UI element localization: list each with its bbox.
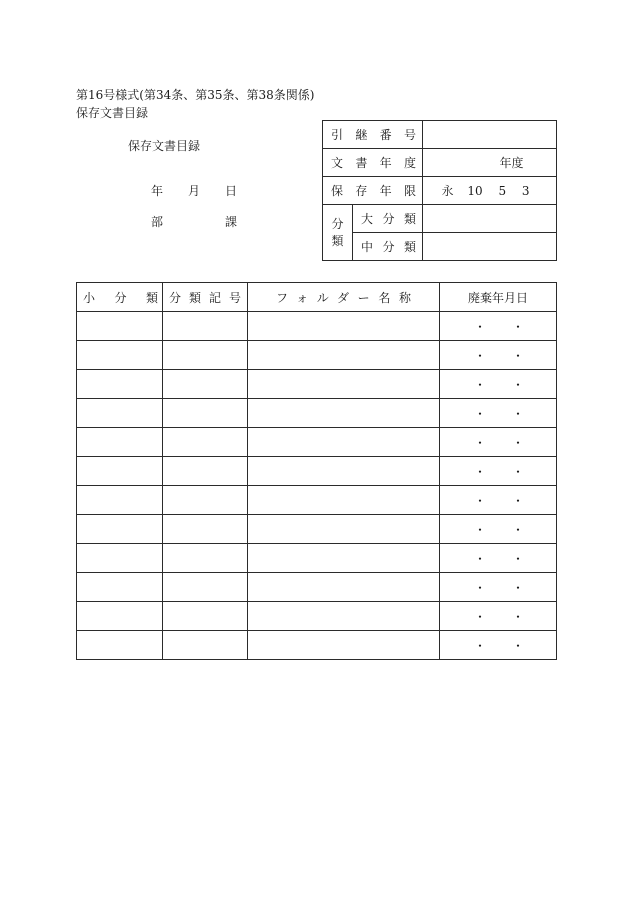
header-folder-name: フォルダー名称: [248, 283, 440, 312]
info-row-dai-bunrui: [323, 205, 557, 233]
date-separator-dot: ・: [474, 522, 487, 537]
haiki-date-cell[interactable]: [440, 341, 557, 370]
date-separators: [440, 492, 556, 509]
date-separator-dot: ・: [511, 406, 524, 421]
table-row: [77, 544, 557, 573]
date-separator-dot: ・: [474, 580, 487, 595]
header-haiki-date: 廃棄年月日: [440, 283, 557, 312]
date-separator-dot: ・: [474, 493, 487, 508]
bunrui-kigo-cell[interactable]: [163, 370, 248, 399]
date-separators: [440, 637, 556, 654]
dai-bunrui-value[interactable]: [423, 205, 557, 233]
hozon-option-5[interactable]: 5: [498, 184, 507, 198]
bunrui-kigo-cell[interactable]: [163, 573, 248, 602]
date-separator-dot: ・: [474, 377, 487, 392]
date-separator-dot: ・: [511, 522, 524, 537]
shobunrui-cell[interactable]: [77, 399, 163, 428]
date-separator-dot: ・: [474, 348, 487, 363]
haiki-date-cell[interactable]: [440, 602, 557, 631]
table-row: [77, 457, 557, 486]
date-separator-dot: ・: [474, 435, 487, 450]
bunrui-kigo-cell[interactable]: [163, 631, 248, 660]
haiki-date-cell[interactable]: [440, 544, 557, 573]
haiki-date-cell[interactable]: [440, 370, 557, 399]
date-separators: [440, 579, 556, 596]
bunsho-nendo-label: 文書年度: [323, 149, 423, 177]
date-day-label: 日: [225, 184, 238, 198]
folder-name-cell[interactable]: [248, 486, 440, 515]
shobunrui-cell[interactable]: [77, 486, 163, 515]
haiki-date-cell[interactable]: [440, 399, 557, 428]
date-separator-dot: ・: [474, 551, 487, 566]
department-label: 部: [151, 215, 164, 229]
info-row-chu-bunrui: [323, 233, 557, 261]
date-separator-dot: ・: [511, 580, 524, 595]
date-separators: [440, 376, 556, 393]
table-row: [77, 486, 557, 515]
folder-name-cell[interactable]: [248, 544, 440, 573]
hozon-option-10[interactable]: 10: [467, 184, 483, 198]
shobunrui-cell[interactable]: [77, 312, 163, 341]
date-separator-dot: ・: [474, 319, 487, 334]
table-row: [77, 370, 557, 399]
date-separators: [440, 463, 556, 480]
date-separators: [440, 550, 556, 567]
folder-list-table: [76, 282, 557, 660]
date-separator-dot: ・: [511, 464, 524, 479]
bunrui-kigo-cell[interactable]: [163, 544, 248, 573]
table-row: [77, 573, 557, 602]
bunrui-kigo-cell[interactable]: [163, 515, 248, 544]
chu-bunrui-value[interactable]: [423, 233, 557, 261]
table-row: [77, 428, 557, 457]
folder-name-cell[interactable]: [248, 312, 440, 341]
date-separators: [440, 405, 556, 422]
chu-bunrui-label: 中分類: [353, 233, 423, 261]
hozon-option-ei[interactable]: 永: [441, 184, 454, 198]
haiki-date-cell[interactable]: [440, 457, 557, 486]
info-row-hozon-nengen: [323, 177, 557, 205]
hozon-nengen-label: 保存年限: [323, 177, 423, 205]
dai-bunrui-label: 大分類: [353, 205, 423, 233]
date-separator-dot: ・: [511, 493, 524, 508]
haiki-date-cell[interactable]: [440, 312, 557, 341]
table-row: [77, 341, 557, 370]
table-row: [77, 399, 557, 428]
date-separator-dot: ・: [511, 638, 524, 653]
table-header-row: [77, 283, 557, 312]
form-subtitle: 保存文書目録: [76, 106, 149, 120]
info-row-bunsho-nendo: [323, 149, 557, 177]
table-row: [77, 515, 557, 544]
record-info-table: [322, 120, 557, 261]
date-separator-dot: ・: [474, 609, 487, 624]
date-separators: [440, 608, 556, 625]
shobunrui-cell[interactable]: [77, 602, 163, 631]
date-separators: [440, 347, 556, 364]
folder-name-cell[interactable]: [248, 428, 440, 457]
bunrui-kigo-cell[interactable]: [163, 602, 248, 631]
info-row-hikitsugi: [323, 121, 557, 149]
date-separator-dot: ・: [511, 348, 524, 363]
folder-name-cell[interactable]: [248, 457, 440, 486]
hozon-nengen-options[interactable]: [423, 177, 557, 205]
date-separator-dot: ・: [511, 377, 524, 392]
table-body: [77, 312, 557, 660]
folder-name-cell[interactable]: [248, 631, 440, 660]
hikitsugi-label: 引継番号: [323, 121, 423, 149]
shobunrui-cell[interactable]: [77, 631, 163, 660]
bunrui-label: 分 類: [323, 205, 353, 261]
shobunrui-cell[interactable]: [77, 428, 163, 457]
hikitsugi-value[interactable]: [423, 121, 557, 149]
haiki-date-cell[interactable]: [440, 573, 557, 602]
bunrui-kigo-cell[interactable]: [163, 399, 248, 428]
date-year-label: 年: [151, 184, 164, 198]
folder-name-cell[interactable]: [248, 370, 440, 399]
shobunrui-cell[interactable]: [77, 515, 163, 544]
haiki-date-cell[interactable]: [440, 428, 557, 457]
haiki-date-cell[interactable]: [440, 486, 557, 515]
haiki-date-cell[interactable]: [440, 631, 557, 660]
header-bunrui-kigo: 分類記号: [163, 283, 248, 312]
date-separator-dot: ・: [474, 406, 487, 421]
date-separator-dot: ・: [511, 435, 524, 450]
form-number: 第16号様式(第34条、第35条、第38条関係): [76, 88, 315, 102]
folder-name-cell[interactable]: [248, 341, 440, 370]
date-separators: [440, 521, 556, 538]
shobunrui-cell[interactable]: [77, 457, 163, 486]
bunrui-kigo-cell[interactable]: [163, 341, 248, 370]
date-separators: [440, 318, 556, 335]
shobunrui-cell[interactable]: [77, 341, 163, 370]
date-separator-dot: ・: [474, 638, 487, 653]
date-separator-dot: ・: [511, 319, 524, 334]
folder-name-cell[interactable]: [248, 573, 440, 602]
folder-name-cell[interactable]: [248, 602, 440, 631]
table-row: [77, 602, 557, 631]
folder-name-cell[interactable]: [248, 515, 440, 544]
section-label: 課: [225, 215, 238, 229]
shobunrui-cell[interactable]: [77, 573, 163, 602]
date-separators: [440, 434, 556, 451]
folder-name-cell[interactable]: [248, 399, 440, 428]
bunsho-nendo-value[interactable]: 年度: [423, 149, 557, 177]
bunrui-kigo-cell[interactable]: [163, 428, 248, 457]
document-heading: 保存文書目録: [128, 139, 201, 153]
header-shobunrui: 小分類: [77, 283, 163, 312]
bunrui-kigo-cell[interactable]: [163, 486, 248, 515]
date-separator-dot: ・: [474, 464, 487, 479]
table-row: [77, 312, 557, 341]
bunrui-kigo-cell[interactable]: [163, 312, 248, 341]
date-month-label: 月: [188, 184, 201, 198]
shobunrui-cell[interactable]: [77, 544, 163, 573]
date-separator-dot: ・: [511, 609, 524, 624]
shobunrui-cell[interactable]: [77, 370, 163, 399]
hozon-option-3[interactable]: 3: [521, 184, 530, 198]
table-row: [77, 631, 557, 660]
bunrui-kigo-cell[interactable]: [163, 457, 248, 486]
date-separator-dot: ・: [511, 551, 524, 566]
haiki-date-cell[interactable]: [440, 515, 557, 544]
